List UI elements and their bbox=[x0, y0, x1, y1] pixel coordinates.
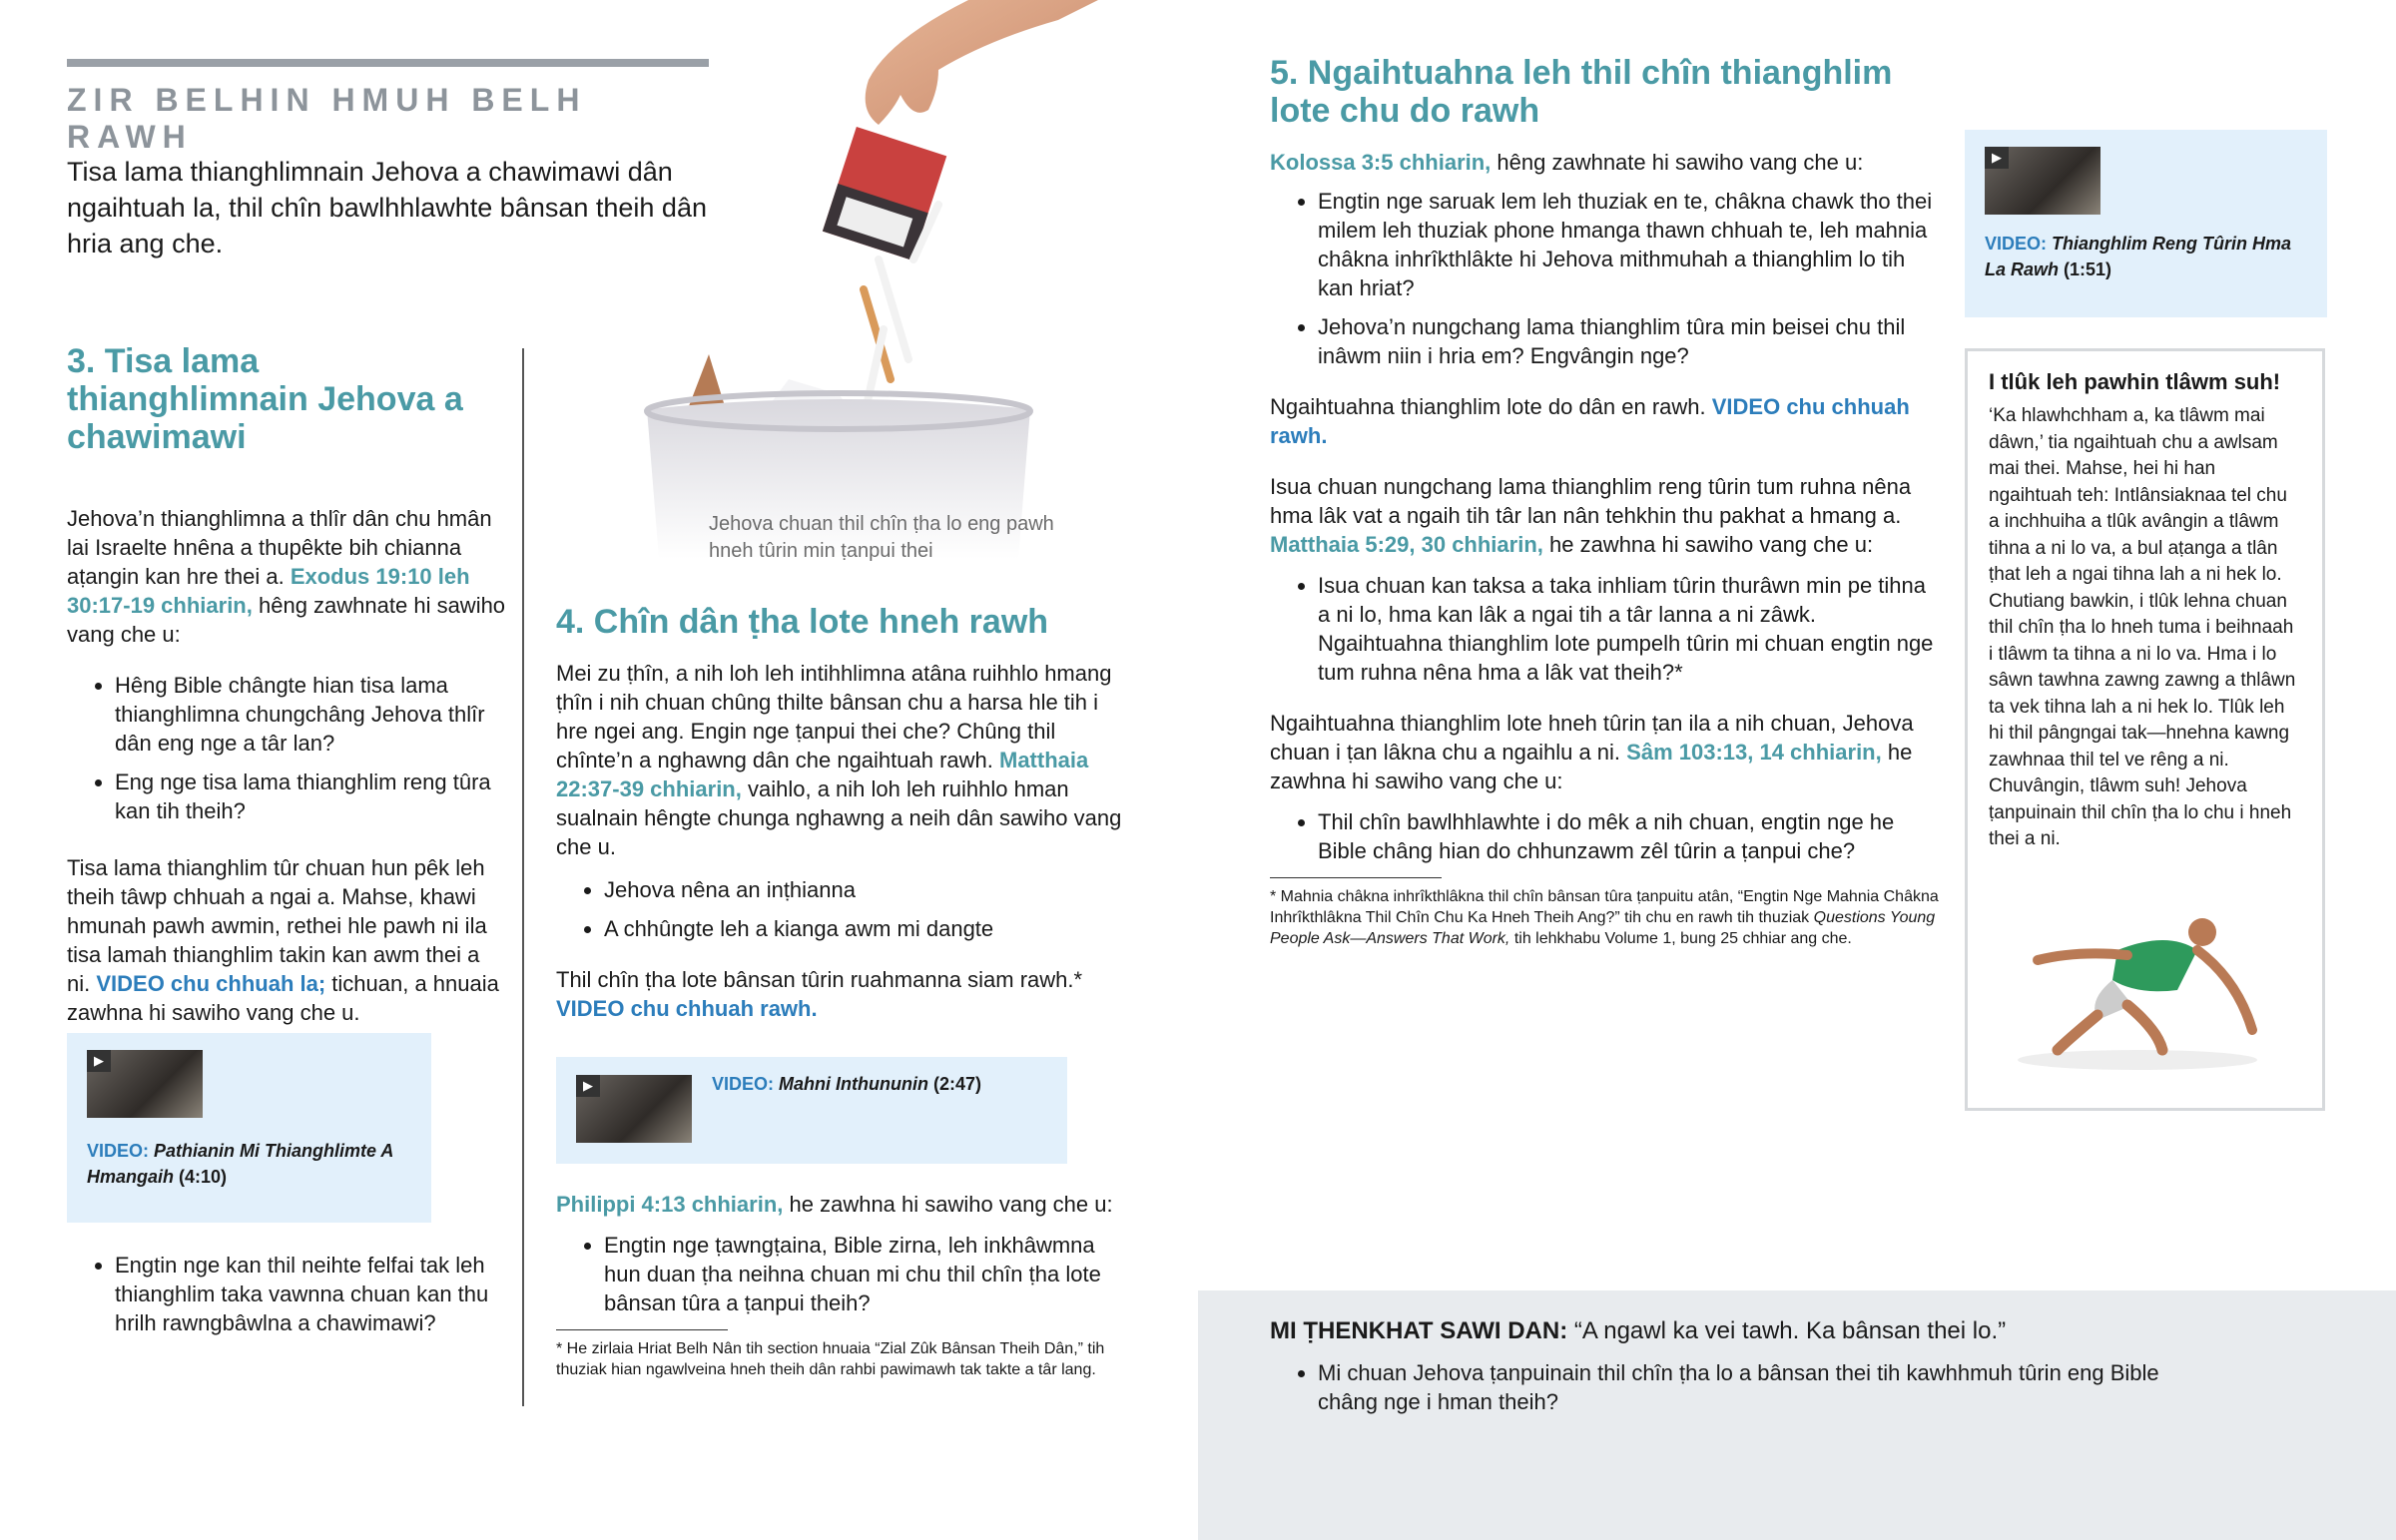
section-4-paragraph-3 bbox=[556, 1190, 1130, 1219]
question-item: • Mi chuan Jehova ṭanpuinain thil chîn ṭha lo a bânsan thei tih kawhhmuh tûrin eng Bible châng nge i hman theih? bbox=[1318, 1358, 2168, 1416]
question-item: • Hêng Bible chângte hian tisa lama thianghlimna chungchâng Jehova thlîr dân eng nge a târ lan? bbox=[115, 671, 506, 758]
text: he zawhna hi sawiho vang che u: bbox=[783, 1192, 1113, 1217]
text: Ngaihtuahna thianghlim lote do dân en rawh. bbox=[1270, 394, 1712, 419]
scripture-link[interactable]: Sâm 103:13, 14 chhiarin, bbox=[1626, 740, 1882, 765]
video-box-mahni[interactable] bbox=[556, 1057, 1067, 1164]
video-duration: (4:10) bbox=[179, 1167, 228, 1187]
video-link[interactable]: VIDEO chu chhuah rawh. bbox=[556, 996, 818, 1021]
video-label: VIDEO: bbox=[1985, 234, 2048, 254]
question-item: • Engtin nge saruak lem leh thuziak en te, châkna chawk tho thei milem leh thuziak phone hmanga thawn chhuah te, leh mahnia châkna inhrîkthlâkte hi Jehova mithmuhah a thianghlim lo tih kan hriat? bbox=[1318, 187, 1939, 302]
text: tih lehkhabu Volume 1, bung 25 chhiar ang che. bbox=[1509, 930, 1852, 947]
text: hêng zawhnate hi sawiho vang che u: bbox=[67, 593, 506, 647]
section-3-paragraph-1 bbox=[67, 504, 506, 649]
scripture-link[interactable]: Kolossa 3:5 chhiarin, bbox=[1270, 150, 1492, 175]
scripture-link[interactable]: Philippi 4:13 chhiarin, bbox=[556, 1192, 784, 1217]
video-name: Pathianin Mi Thianghlimte A Hmangaih bbox=[87, 1141, 393, 1187]
section-5-paragraph-2 bbox=[1270, 392, 1939, 450]
review-label: MI ṬHENKHAT SAWI DAN: bbox=[1270, 1317, 1568, 1344]
illustration-caption: Jehova chuan thil chîn ṭha lo eng pawh hneh tûrin min ṭanpui thei bbox=[709, 513, 1054, 562]
footnote-rule bbox=[1270, 877, 1442, 878]
runner-illustration bbox=[1998, 910, 2287, 1080]
section-5-paragraph-1 bbox=[1270, 148, 1939, 177]
bullet-item: • A chhûngte leh a kianga awm mi dangte bbox=[604, 914, 1130, 943]
play-icon[interactable]: ▶ bbox=[87, 1050, 111, 1072]
scripture-link[interactable]: Matthaia 5:29, 30 chhiarin, bbox=[1270, 532, 1543, 557]
video-duration: (2:47) bbox=[933, 1074, 982, 1094]
text: Mei zu ṭhîn, a nih loh leh intihhlimna atâna ruihhlo hmang ṭhîn i nih chuan chûng thilte bânsan chu a harsa hle tih i hre ngei ang. Engin nge ṭanpui thei che? Chûng thil chînte’n a nghawng dân che ngaihtuah rawh. bbox=[556, 661, 1112, 772]
play-icon[interactable]: ▶ bbox=[1985, 147, 2009, 169]
trash-can-illustration bbox=[639, 0, 1098, 559]
video-duration: (1:51) bbox=[2064, 259, 2112, 279]
question-item: • Engtin nge kan thil neihte felfai tak leh thianghlim taka vawnna chuan kan thu hrilh rawngbâwlna a chawimawi? bbox=[115, 1251, 496, 1337]
section-5 bbox=[1270, 54, 1939, 949]
sidebar-box bbox=[1965, 348, 2325, 1111]
question-item: • Isua chuan kan taksa a taka inhliam tûrin thurâwn min pe tihna a ni lo, hma kan lâk a ngai tih a târ lanna a ni zâwk. Ngaihtuahna thianghlim lote pumpelh tûrin mi chuan engtin nge tum ruhna nêna hma a lâk vat theih?* bbox=[1318, 571, 1939, 687]
top-rule bbox=[67, 59, 709, 67]
text: hêng zawhnate hi sawiho vang che u: bbox=[1491, 150, 1864, 175]
column-divider bbox=[522, 348, 524, 1406]
footnote bbox=[1270, 886, 1939, 949]
text: Jehova’n thianghlimna a thlîr dân chu hmân lai Israelte hnêna a thupêkte bih chianna aṭangin kan hre thei a. bbox=[67, 506, 492, 589]
footnote: * He zirlaia Hriat Belh Nân tih section hnuaia “Zial Zûk Bânsan Theih Dân,” tih thuziak hian ngawlveina hneh theih dân rahbi pawimawh tak takte a târ lang. bbox=[556, 1340, 1105, 1378]
sidebar-text: ‘Ka hlawhchham a, ka tlâwm mai dâwn,’ tia ngaihtuah chu a awlsam mai thei. Mahse, hei hi han ngaihtuah teh: Intlânsiaknaa tel chu a inchhuiha a tlûk avângin a tlâwm tihna a ni lo va, a bul aṭanga a tlân ṭhat leh a ngai tihna lah a ni hek lo. Chutiang bawkin, i tlûk lehna chuan thil chîn ṭha lo hneh tuma i beihnaah i tlâwm ta tihna a ni lo va. Hma i lo sâwn tawhna zawng zawng a thlâwn ta vek tihna lah a ni hek lo. Tlûk leh hi thil pângngai tak—hnehna kawng zawhnaa thil tel ve rêng a ni. Chuvângin, tlâwm suh! Jehova ṭanpuinain thil chîn ṭha lo chu i hneh thei a ni. bbox=[1989, 405, 2296, 849]
section-4-paragraph-1 bbox=[556, 659, 1130, 861]
section-3-heading: 3. Tisa lama thianghlimnain Jehova a chawimawi bbox=[67, 342, 463, 456]
video-box-pathianin[interactable] bbox=[67, 1033, 431, 1223]
section-3-paragraph-2 bbox=[67, 853, 506, 1027]
text: vaihlo, a nih loh leh ruihhlo hman sualnain hêngte chunga nghawng a neih dân sawiho vang che u. bbox=[556, 776, 1122, 859]
intro-paragraph: Tisa lama thianghlimnain Jehova a chawimawi dân ngaihtuah la, thil chîn bawlhhlawhte bânsan theih dân hria ang che. bbox=[67, 157, 707, 258]
section-4-heading: 4. Chîn dân ṭha lote hneh rawh bbox=[556, 603, 1049, 641]
video-title bbox=[1985, 231, 2307, 282]
video-link[interactable]: VIDEO chu chhuah la; bbox=[96, 971, 326, 996]
video-label: VIDEO: bbox=[712, 1074, 775, 1094]
video-thumbnail[interactable] bbox=[576, 1075, 692, 1143]
video-label: VIDEO: bbox=[87, 1141, 150, 1161]
play-icon[interactable]: ▶ bbox=[576, 1075, 600, 1097]
question-item: • Engtin nge ṭawngṭaina, Bible zirna, leh inkhâwmna hun duan ṭha neihna chuan mi chu thil chîn ṭha lote bânsan tûra a ṭanpui theih? bbox=[604, 1231, 1130, 1317]
section-kicker: ZIR BELHIN HMUH BELH RAWH bbox=[67, 82, 587, 155]
sidebar-title: I tlûk leh pawhin tlâwm suh! bbox=[1989, 369, 2281, 394]
video-link[interactable]: VIDEO chu chhuah rawh. bbox=[1270, 394, 1910, 448]
scripture-link[interactable]: Exodus 19:10 leh 30:17-19 chhiarin, bbox=[67, 564, 470, 618]
bullet-item: • Jehova nêna an inṭhianna bbox=[604, 875, 1130, 904]
section-5-paragraph-3 bbox=[1270, 472, 1939, 559]
hand-icon bbox=[866, 0, 1098, 125]
text: * Mahnia châkna inhrîkthlâkna thil chîn bânsan tûra ṭanpuitu atân, “Engtin Nge Mahnia Châkna Inhrîkthlâkna Thil Chîn Chu Ka Hneh Theih Ang?” tih chu en rawh tih thuziak bbox=[1270, 888, 1939, 926]
cigarette-pack-icon bbox=[823, 127, 946, 260]
section-4 bbox=[556, 603, 1130, 1045]
section-5-heading: 5. Ngaihtuahna leh thil chîn thianghlim lote chu do rawh bbox=[1270, 54, 1893, 130]
video-thumbnail[interactable] bbox=[1985, 147, 2100, 215]
review-panel bbox=[1198, 1290, 2396, 1540]
video-title bbox=[87, 1138, 411, 1190]
text: Tisa lama thianghlim tûr chuan hun pêk leh theih tâwp chhuah a ngai a. Mahse, khawi hmunah pawh awmin, rethei hle pawh ni ila tisa lamah thianghlim takin kan awm thei a ni. bbox=[67, 855, 487, 996]
section-3 bbox=[67, 342, 506, 1049]
question-item: • Thil chîn bawlhhlawhte i do mêk a nih chuan, engtin nge he Bible châng hian do chhunzawm zêl tûrin a ṭanpui che? bbox=[1318, 807, 1939, 865]
text: Isua chuan nungchang lama thianghlim reng tûrin tum ruhna nêna hma lâk vat a ngaih tih târ lan nân tehkhin thu pakhat a hmang a. bbox=[1270, 474, 1912, 528]
section-4-paragraph-2 bbox=[556, 965, 1130, 1023]
review-quote: “A ngawl ka vei tawh. Ka bânsan thei lo.” bbox=[1567, 1317, 2007, 1344]
text: tichuan, a hnuaia zawhna hi sawiho vang che u. bbox=[67, 971, 499, 1025]
section-3-questions-2 bbox=[67, 1251, 496, 1359]
text: Ngaihtuahna thianghlim lote hneh tûrin ṭan ila a nih chuan, Jehova chuan i ṭan lâkna chu a ngaihlu a ni. bbox=[1270, 711, 1914, 765]
section-4-lower bbox=[556, 1190, 1130, 1380]
video-name: Mahni Inthununin bbox=[779, 1074, 928, 1094]
video-thumbnail[interactable] bbox=[87, 1050, 203, 1118]
footnote-rule bbox=[556, 1329, 728, 1330]
text: he zawhna hi sawiho vang che u: bbox=[1270, 740, 1913, 793]
video-name: Thianghlim Reng Tûrin Hma La Rawh bbox=[1985, 234, 2292, 279]
book-title: Questions Young People Ask—Answers That Work, bbox=[1270, 909, 1936, 947]
section-5-paragraph-4 bbox=[1270, 709, 1939, 795]
question-item: • Eng nge tisa lama thianghlim reng tûra kan tih theih? bbox=[115, 768, 506, 825]
question-list bbox=[67, 671, 506, 825]
video-box-thianghlim[interactable] bbox=[1965, 130, 2327, 317]
text: he zawhna hi sawiho vang che u: bbox=[1542, 532, 1874, 557]
bullet-list bbox=[556, 875, 1130, 943]
review-statement bbox=[1270, 1314, 2168, 1348]
video-title bbox=[712, 1071, 981, 1164]
question-item: • Jehova’n nungchang lama thianghlim tûra min beisei chu thil inâwm niin i hria em? Engvângin nge? bbox=[1318, 312, 1939, 370]
scripture-link[interactable]: Matthaia 22:37-39 chhiarin, bbox=[556, 748, 1089, 801]
text: Thil chîn ṭha lote bânsan tûrin ruahmanna siam rawh.* bbox=[556, 967, 1083, 992]
